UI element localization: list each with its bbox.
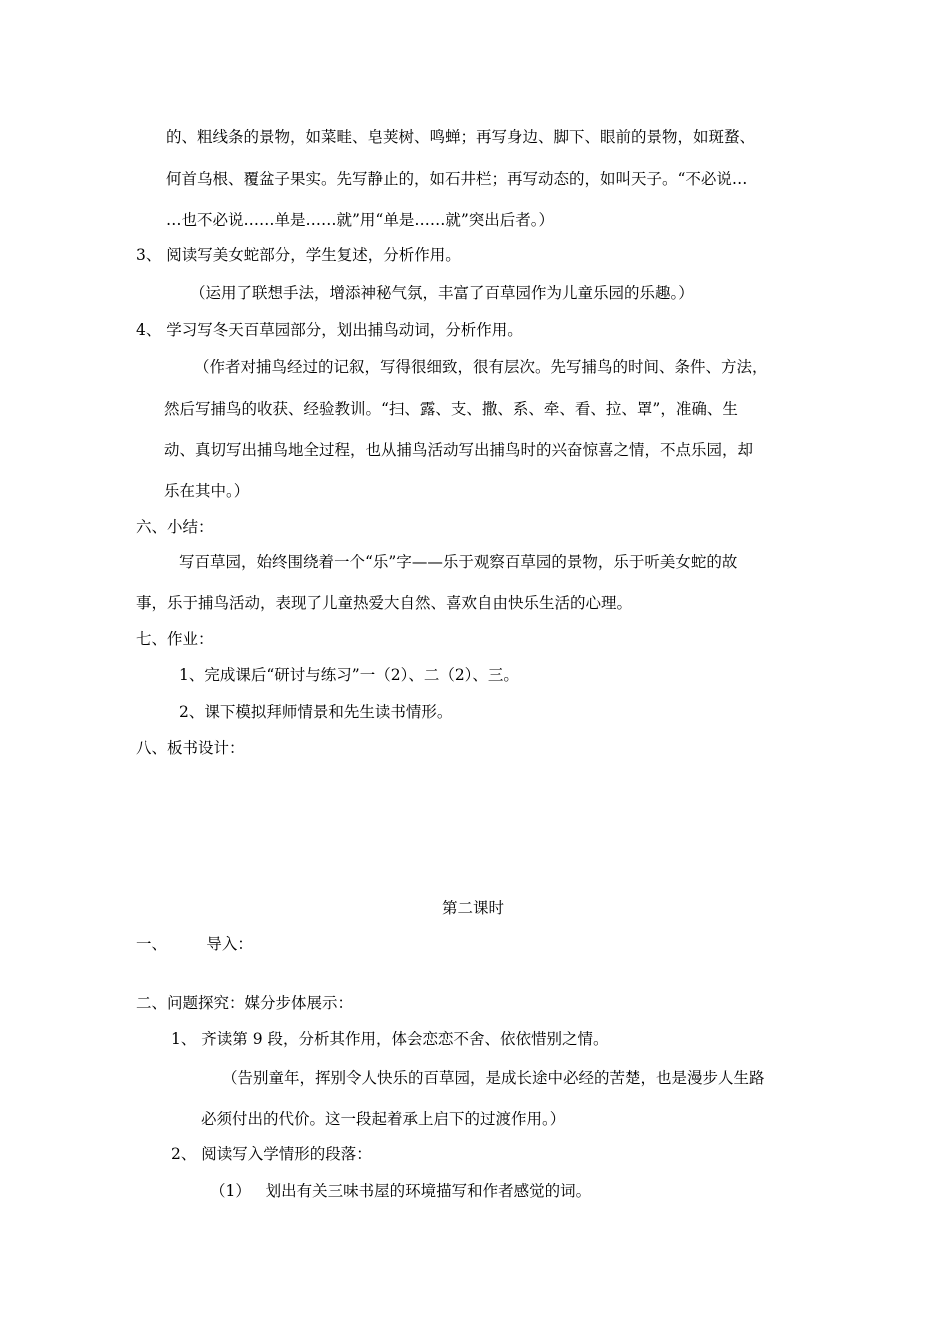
- item-4-note-line-1: （作者对捕鸟经过的记叙，写得很细致，很有层次。先写捕鸟的时间、条件、方法，: [194, 358, 768, 376]
- item-3-note: （运用了联想手法，增添神秘气氛，丰富了百草园作为儿童乐园的乐趣。）: [190, 284, 694, 302]
- section-6-heading: 六、小结：: [136, 518, 214, 536]
- section-8-heading: 八、板书设计：: [136, 739, 245, 757]
- lesson-2-section-2: 二、问题探究：媒分步体展示：: [136, 994, 354, 1012]
- summary-line-1: 写百草园，始终围绕着一个“乐”字——乐于观察百草园的景物，乐于听美女蛇的故: [179, 553, 738, 571]
- section-7-heading: 七、作业：: [136, 630, 214, 648]
- item-4-note-line-2: 然后写捕鸟的收获、经验教训。“扫、露、支、撒、系、牵、看、拉、罩”，准确、生: [164, 400, 738, 418]
- item-4-note-line-4: 乐在其中。）: [164, 482, 250, 500]
- lesson-2-title: 第二课时: [442, 899, 505, 917]
- paragraph-line-1: 的、粗线条的景物，如菜畦、皂荚树、鸣蝉；再写身边、脚下、眼前的景物，如斑蝥、: [166, 128, 756, 146]
- lesson-2-item-2-sub-1: （1） 划出有关三味书屋的环境描写和作者感觉的词。: [210, 1182, 592, 1200]
- homework-item-2: 2、课下模拟拜师情景和先生读书情形。: [179, 703, 453, 721]
- lesson-2-section-1: 一、 导入：: [136, 935, 253, 953]
- lesson-2-item-2: 2、 阅读写入学情形的段落：: [171, 1145, 372, 1163]
- lesson-2-item-1-note-line-2: 必须付出的代价。这一段起着承上启下的过渡作用。）: [201, 1110, 566, 1128]
- item-4-heading: 4、 学习写冬天百草园部分，划出捕鸟动词，分析作用。: [136, 321, 523, 339]
- item-4-note-line-3: 动、真切写出捕鸟地全过程，也从捕鸟活动写出捕鸟时的兴奋惊喜之情，不点乐园，却: [164, 441, 754, 459]
- paragraph-line-2: 何首乌根、覆盆子果实。先写静止的，如石井栏；再写动态的，如叫天子。“不必说…: [166, 170, 748, 188]
- paragraph-line-3: …也不必说……单是……就”用“单是……就”突出后者。）: [166, 211, 555, 229]
- item-3-heading: 3、 阅读写美女蛇部分，学生复述，分析作用。: [136, 246, 461, 264]
- lesson-2-item-1-note-line-1: （告别童年，挥别令人快乐的百草园，是成长途中必经的苦楚，也是漫步人生路: [222, 1069, 765, 1087]
- homework-item-1: 1、完成课后“研讨与练习”一（2）、二（2）、三。: [179, 666, 519, 684]
- summary-line-2: 事，乐于捕鸟活动，表现了儿童热爱大自然、喜欢自由快乐生活的心理。: [136, 594, 633, 612]
- lesson-2-item-1: 1、 齐读第 9 段，分析其作用，体会恋恋不舍、依依惜别之情。: [171, 1030, 609, 1048]
